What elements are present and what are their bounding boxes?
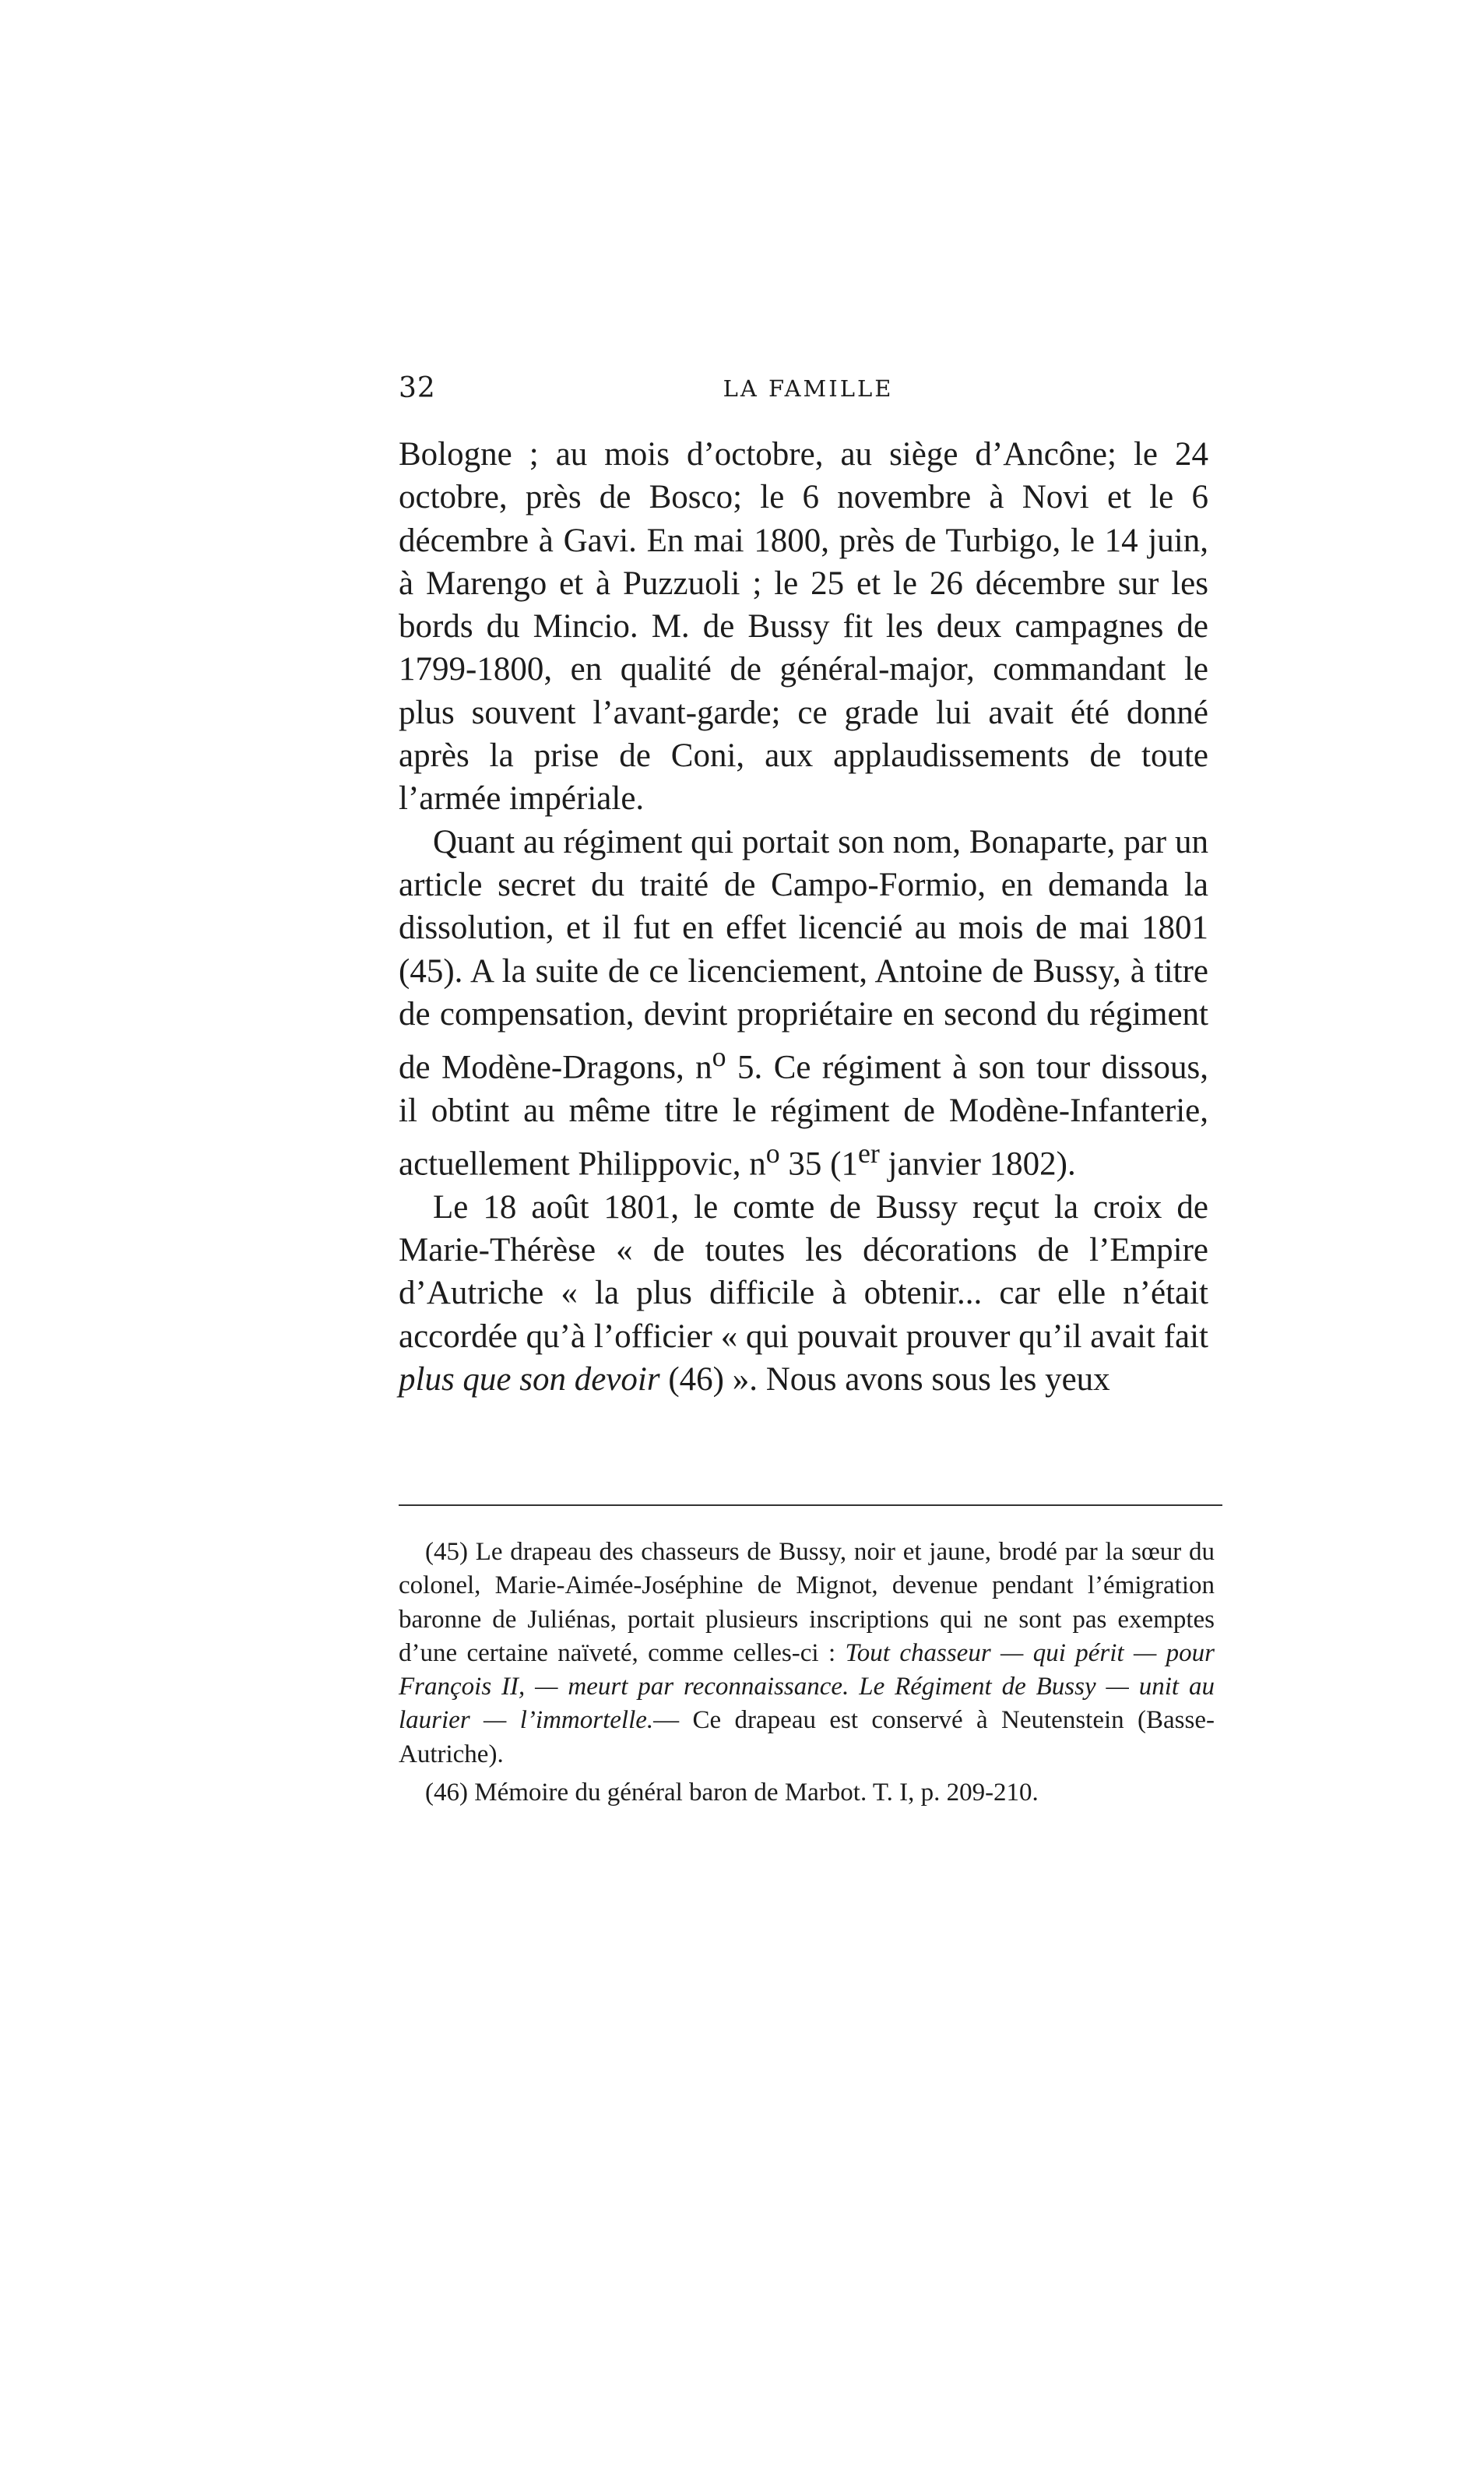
body-text [399,433,1208,1401]
footnote-46 [399,1776,1215,1810]
footnote-separator [399,1504,1222,1506]
footnote-45-italic: Tout chasseur — qui périt — pour François II, — meurt par reconnaissance. Le Régiment de Bussy — unit au laurier — l’immortelle. [399,1638,1215,1735]
footnotes [399,1536,1215,1810]
paragraph-2-text-d: janvier 1802). [879,1145,1076,1183]
footnote-46-text: (46) Mémoire du général baron de Marbot. T. I, p. 209-210. [425,1779,1039,1807]
superscript-premier: er [857,1138,880,1170]
paragraph-2-text-c: 35 (1 [779,1145,858,1183]
paragraph-2-text-a: Quant au régiment qui portait son nom, Bonaparte, par un article secret du traité de Campo-Formio, en demanda la dissolution, et il fut en effet licencié au mois de mai 1801 (45). A la suite de ce licenciement, Antoine de Bussy, à titre de compensation, devint propriétaire en second du régiment de Modène-Dragons, n [399,823,1208,1086]
running-title: LA FAMILLE [723,375,894,402]
footnote-45-text-a: (45) Le drapeau des chasseurs de Bussy, noir et jaune, brodé par la sœur du colonel, Marie-Aimée-Joséphine de Mignot, devenue pendant l’émigration baronne de Juliénas, portait plusieurs inscriptions qui ne sont pas exemptes d’une certaine naïveté, comme celles-ci : [399,1538,1215,1667]
paragraph-3-text-a: Le 18 août 1801, le comte de Bussy reçut la croix de Marie-Thérèse « de toutes les décorations de l’Empire d’Autriche « la plus difficile à obtenir... car elle n’était accordée qu’à l’officier « qui pouvait prouver qu’il avait fait [399,1188,1208,1355]
superscript-numero-1: o [712,1041,726,1073]
paragraph-1 [399,433,1208,821]
paragraph-2 [399,821,1208,1186]
page-number: 32 [399,372,436,404]
running-head [399,372,1218,419]
paragraph-3-italic: plus que son devoir [399,1360,660,1398]
footnote-45-text-b: — Ce drapeau est conservé à Neutenstein (Basse-Autriche). [399,1706,1215,1768]
paragraph-2-text-b: 5. Ce régiment à son tour dissous, il obtint au même titre le régiment de Modène-Infanterie, actuellement Philippovic, n [399,1049,1208,1183]
paragraph-3-text-b: (46) ». Nous avons sous les yeux [659,1360,1110,1398]
paragraph-1-text: Bologne ; au mois d’octobre, au siège d’Ancône; le 24 octobre, près de Bosco; le 6 novembre à Novi et le 6 décembre à Gavi. En mai 1800, près de Turbigo, le 14 juin, à Marengo et à Puzzuoli ; le 25 et le 26 décembre sur les bords du Mincio. M. de Bussy fit les deux campagnes de 1799-1800, en qualité de général-major, commandant le plus souvent l’avant-garde; ce grade lui avait été donné après la prise de Coni, aux applaudissements de toute l’armée impériale. [399,436,1208,818]
paragraph-3 [399,1186,1208,1401]
footnote-45 [399,1536,1215,1771]
superscript-numero-2: o [765,1138,780,1170]
